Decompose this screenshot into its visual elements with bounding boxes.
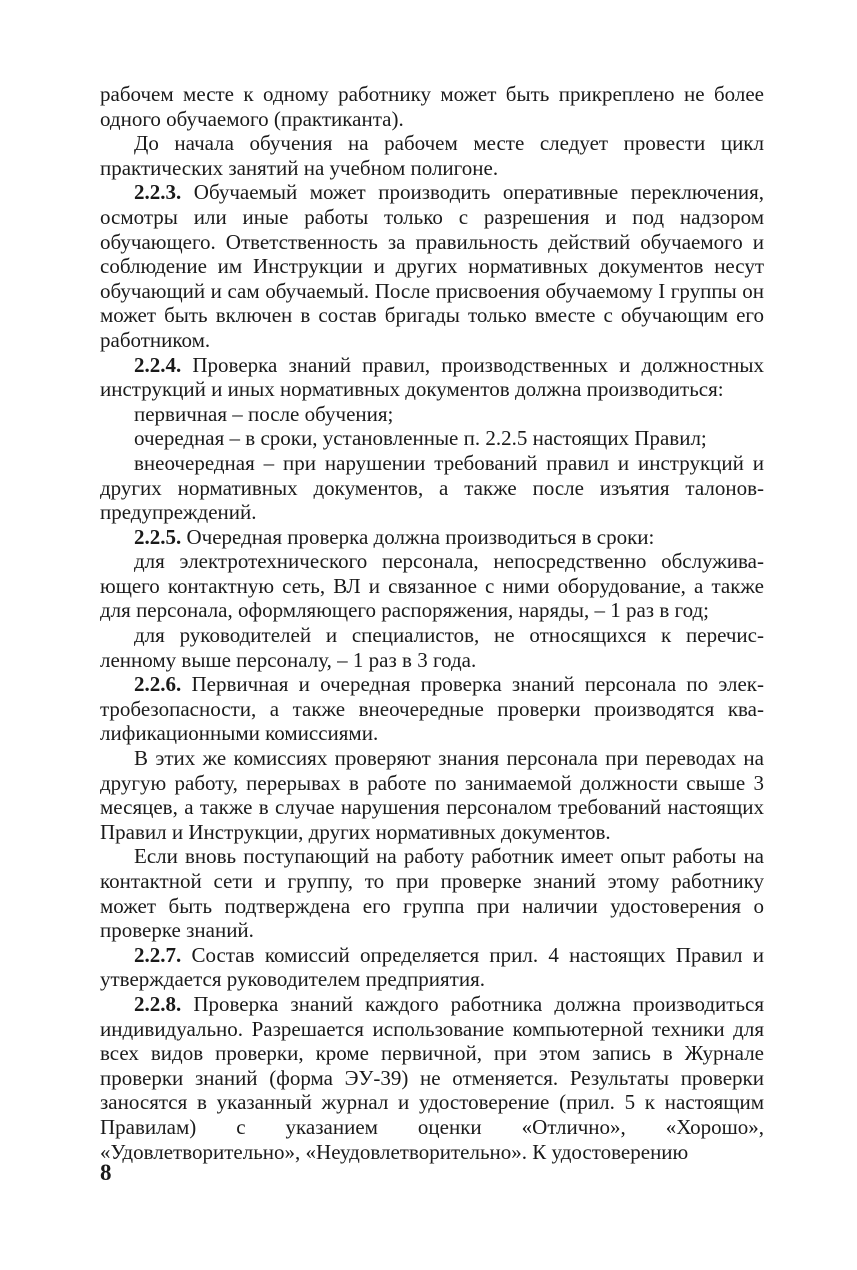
paragraph-new-worker — [100, 844, 764, 942]
paragraph-before-training — [100, 131, 764, 180]
clause-number: 2.2.3. — [134, 180, 182, 205]
paragraph-regular — [100, 426, 764, 451]
paragraph-text: Проверка знаний правил, производственных и должностных инструкций и иных нормативных документов должна производиться: — [100, 352, 764, 402]
paragraph-text: Состав комиссий определяется прил. 4 настоящих Правил и утверждается руководителем предприятия. — [100, 942, 764, 992]
paragraph-text: До начала обучения на рабочем месте следует провести цикл практических занятий на учебном полигоне. — [100, 131, 764, 180]
paragraph-electro-staff — [100, 549, 764, 623]
page-number: 8 — [100, 1160, 112, 1185]
paragraph-text: Если вновь поступающий на работу работник имеет опыт работы на контактной сети и группу, то при проверке знаний этому работнику может быть подтверждена его группа при наличии удостоверения о проверке знаний. — [100, 844, 764, 943]
paragraph-managers — [100, 623, 764, 672]
paragraph-2-2-8 — [100, 992, 764, 1164]
paragraph-text: для руководителей и специалистов, не относящихся к перечисленному выше персоналу, – 1 раз в 3 года. — [100, 623, 764, 672]
paragraph-2-2-3 — [100, 180, 764, 352]
paragraph-2-2-6 — [100, 672, 764, 746]
paragraph-2-2-4 — [100, 353, 764, 402]
paragraph-primary — [100, 402, 764, 427]
clause-number: 2.2.6. — [134, 672, 182, 697]
paragraph-text: Проверка знаний каждого работника должна производиться индивидуально. Разрешается использование компьютерной техники для всех видов проверки, кроме первичной, при этом запись в Журнале проверки знаний (форма ЭУ-39) не отменяется. Результаты проверки заносятся в указанный журнал и удостоверение (прил. 5 к настоящим Правилам) с указанием оценки «Отлично», «Хорошо», «Удовлетворительно», «Неудовлетворительно». К удостоверению — [100, 991, 764, 1164]
clause-number: 2.2.4. — [134, 352, 182, 377]
paragraph-text: первичная – после обучения; — [134, 401, 394, 426]
clause-number: 2.2.8. — [134, 991, 182, 1016]
paragraph-text: В этих же комиссиях проверяют знания персонала при переводах на другую работу, перерывах в работе по занимаемой должности свыше 3 месяцев, а также в случае нарушения персоналом требований настоящих Правил и Инструкции, других нормативных документов. — [100, 746, 764, 844]
paragraph-same-commissions — [100, 746, 764, 844]
paragraph-text: очередная – в сроки, установленные п. 2.2.5 настоящих Правил; — [134, 426, 707, 451]
paragraph-continuation — [100, 82, 764, 131]
paragraph-text: для электротехнического персонала, непосредственно обслуживающего контактную сеть, ВЛ и связанное с ними оборудование, а также для персонала, оформляющего распоряжения, наряды, – 1 раз в год; — [100, 549, 764, 623]
paragraph-text: рабочем месте к одному работнику может быть прикреплено не более одного обучаемого (практиканта). — [100, 82, 764, 131]
paragraph-2-2-5 — [100, 525, 764, 550]
clause-number: 2.2.5. — [134, 524, 182, 549]
paragraph-text: внеочередная – при нарушении требований правил и инструкций и других нормативных документов, а также после изъятия талонов-предупреждений. — [100, 450, 764, 525]
paragraph-text: Обучаемый может производить оперативные переключения, осмотры или иные работы только с разрешения и под надзором обучающего. Ответственность за правильность действий обучаемого и соблюдение им Инструкции и других нормативных документов несут обучающий и сам обучаемый. После присвоения обучаемому I группы он может быть включен в состав бригады только вместе с обучающим его работником. — [100, 180, 764, 352]
page-text — [100, 82, 764, 1164]
paragraph-text: Первичная и очередная проверка знаний персонала по электробезопасности, а также внеочередные проверки производятся квалификационными комиссиями. — [100, 672, 764, 746]
paragraph-2-2-7 — [100, 943, 764, 992]
paragraph-extraordinary — [100, 451, 764, 525]
paragraph-text: Очередная проверка должна производиться в сроки: — [181, 524, 655, 549]
clause-number: 2.2.7. — [134, 942, 182, 967]
